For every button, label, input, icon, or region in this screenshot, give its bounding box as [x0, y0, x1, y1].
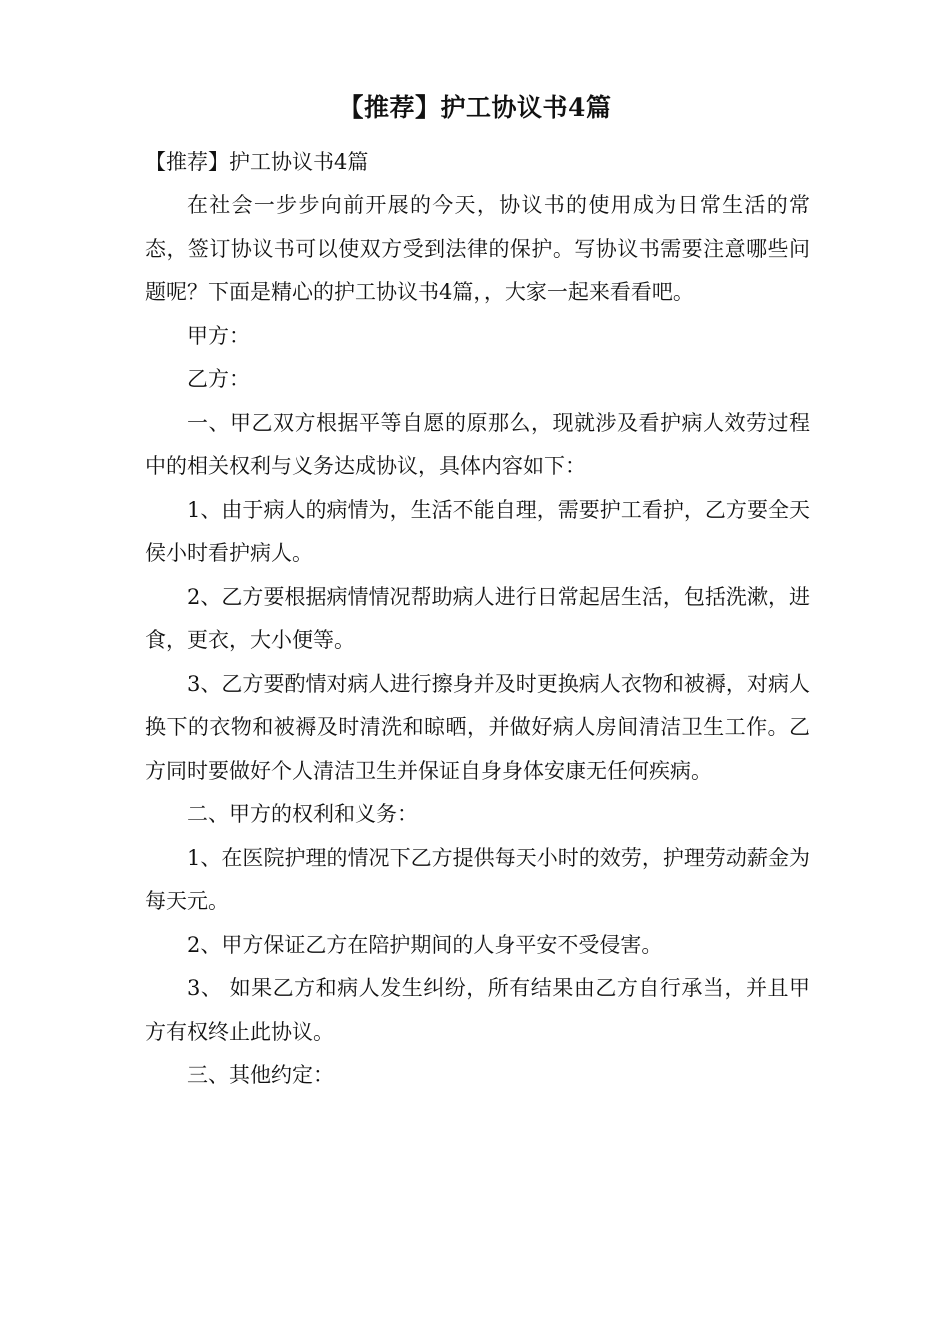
paragraph-party-a: 甲方：: [187, 323, 250, 348]
paragraph-clause-1-3: 3、乙方要酌情对病人进行擦身并及时更换病人衣物和被褥，对病人换下的衣物和被褥及时清洗和晾晒，并做好病人房间清洁卫生工作。乙方同时要做好个人清洁卫生并保证自身身体安康无任何疾病。: [145, 671, 810, 783]
paragraph-party-b: 乙方：: [187, 367, 250, 391]
document-subtitle: 【推荐】护工协议书4篇: [145, 150, 369, 174]
document-body: [145, 184, 810, 1098]
document-title: 【推荐】护工协议书4篇: [338, 93, 612, 122]
paragraph-intro: 在社会一步步向前开展的今天，协议书的使用成为日常生活的常态，签订协议书可以使双方受到法律的保护。写协议书需要注意哪些问题呢？下面是精心的护工协议书4篇，，大家一起来看看吧。: [145, 193, 810, 304]
paragraph-section-3: 三、其他约定：: [187, 1063, 334, 1087]
paragraph-clause-2-1: 1、在医院护理的情况下乙方提供每天小时的效劳，护理劳动薪金为每天元。: [145, 845, 810, 913]
paragraph-clause-1-1: 1、由于病人的病情为，生活不能自理，需要护工看护，乙方要全天侯小时看护病人。: [145, 497, 810, 565]
paragraph-section-1: 一、甲乙双方根据平等自愿的原那么，现就涉及看护病人效劳过程中的相关权利与义务达成协议，具体内容如下：: [145, 410, 810, 478]
paragraph-clause-2-3: 3、 如果乙方和病人发生纠纷，所有结果由乙方自行承当，并且甲方有权终止此协议。: [145, 976, 810, 1044]
paragraph-clause-1-2: 2、乙方要根据病情情况帮助病人进行日常起居生活，包括洗漱，进食，更衣，大小便等。: [145, 584, 810, 652]
paragraph-clause-2-2: 2、甲方保证乙方在陪护期间的人身平安不受侵害。: [187, 932, 663, 957]
paragraph-section-2: 二、甲方的权利和义务：: [187, 802, 418, 826]
